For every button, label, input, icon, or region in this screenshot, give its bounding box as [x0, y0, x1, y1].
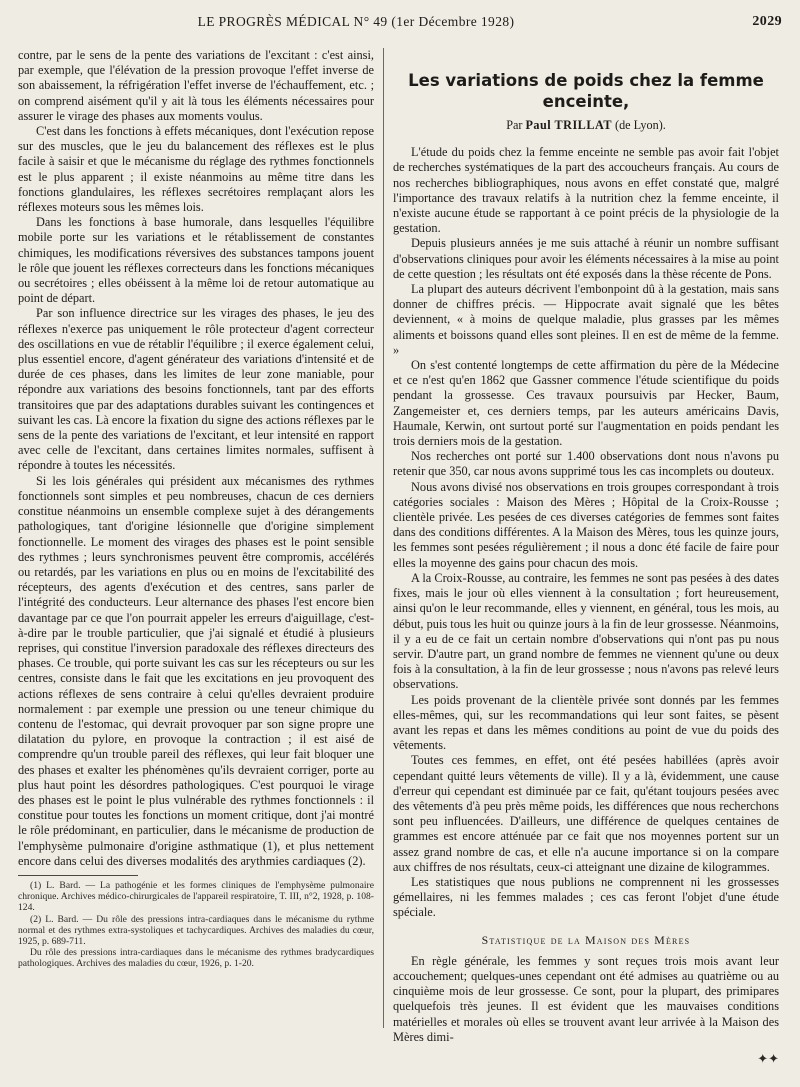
running-title: LE PROGRÈS MÉDICAL N° 49 (1er Décembre 1928): [197, 14, 515, 29]
right-paragraph: Depuis plusieurs années je me suis attaché à réunir un nombre suffisant d'observations cliniques pour avoir les éléments nécessaires à la mise au point de cette question ; les résultats ont été exposés dans la thèse récente de Pons.: [393, 236, 779, 281]
ornament-icon: ✦✦: [757, 1050, 779, 1066]
section-subheading: Statistique de la Maison des Mères: [481, 932, 691, 947]
right-paragraph: Toutes ces femmes, en effet, ont été pesées habillées (après avoir cependant quitté leurs vêtements de ville). Il y a là, évidemment, une cause d'erreur qui cependant est diminuée par ce fait, qu'étant toujours pesées avec des vêtements d'à peu près même poids, les différences que nous recherchons sont peu influencées. D'ailleurs, une différence de quelques centaines de grammes est encore atténuée par ce fait que nos moyennes portent sur un assez grand nombre de cas, et elle n'a aucune importance si on la compare aux chiffres de nos résultats, ceux-ci atteignant une dizaine de kilogrammes.: [393, 753, 779, 874]
left-paragraph: C'est dans les fonctions à effets mécaniques, dont l'exécution repose sur des muscles, que le jeu du balancement des réflexes est le plus facile à saisir et que le mécanisme du réglage des rythmes fonctionnels est le plus apparent ; il existe néanmoins au même titre dans les fonctions glandulaires, les réflexes secrétoires remplaçant alors les réflexes moteurs sous les mêmes lois.: [18, 124, 374, 215]
right-paragraph: Nous avons divisé nos observations en trois groupes correspondant à trois catégories sociales : Maison des Mères ; Hôpital de la Croix-Rousse ; clientèle privée. Les pesées de ces diverses catégories de femmes sont faites dans des conditions différentes. A la Maison des Mères, tous les quinze jours, les femmes sont pesées régulièrement ; il nous a donc été facile de faire pour elles la moyenne des gains pour chacun des mois.: [393, 479, 779, 570]
byline: [393, 118, 779, 133]
footnote: Du rôle des pressions intra-cardiaques dans le mécanisme des rythmes bradycardiques pathologiques. Archives des maladies du cœur, 1926, p. 1-20.: [18, 947, 374, 970]
author-name: Paul TRILLAT: [525, 118, 612, 132]
article-title-line: enceinte,: [542, 92, 630, 111]
right-paragraph: Nos recherches ont porté sur 1.400 observations dont nous n'avons pu retenir que 350, car nous avons supprimé tous les cas incomplets ou douteux.: [393, 449, 779, 479]
footnote: (2) L. Bard. — Du rôle des pressions intra-cardiaques dans le mécanisme du rythme normal et des rythmes extra-systoliques et tachycardiques. Archives des maladies du cœur, 1925, p. 689-711.: [18, 913, 374, 947]
left-paragraph: contre, par le sens de la pente des variations de l'excitant : c'est ainsi, par exemple, que l'élévation de la pression provoque l'effet inverse de son abaissement, la réfrigération l'effet inverse de l'échauffement, etc. ; on comprend aisément qu'il y ait là tous les éléments nécessaires pour assurer le virage des phases aux moments voulus.: [18, 48, 374, 123]
byline-prefix: Par: [506, 118, 523, 132]
left-paragraph: Si les lois générales qui président aux mécanismes des rythmes fonctionnels sont simples et peu nombreuses, chacun de ces derniers constitue néanmoins un ensemble complexe sujet à des dérangements pathologiques, tant d'origine lésionnelle que d'origine simplement fonctionnelle. Le moment des virages des phases est le point sensible des rythmes ; leurs synchronismes peuvent être compromis, accélérés ou retardés, par les variations en plus ou en moins de l'excitabilité des récepteurs, des agents d'exécution et des centres, sans parler de l'intégrité des conducteurs. Leur alternance des phases l'est encore bien davantage par ce que l'on pourrait appeler les erreurs d'aiguillage, c'est-à-dire par le trouble particulier, que j'ai signalé et étudié à plusieurs reprises, qui constitue l'inversion paradoxale des réflexes directeurs des phases. Ce trouble, qui porte suivant les cas sur les récepteurs ou sur les centres, consiste dans le fait que les excitations en jeu provoquent des actions réflexes de sens contraire à celui qu'elles devraient produire normalement : par exemple une pression ou une teneur chimique du contenu de l'estomac, qui devrait provoquer par son signe propre une dilatation du pylore, en provoque la contraction ; il est aisé de comprendre qu'un trouble pareil des réflexes, qui leur fait bloquer une des phases et exalter les phénomènes qu'ils devraient corriger, porte au plus haut point les désordres pathologiques. C'est pourquoi le virage des phases est le point le plus vulnérable des rythmes fonctionnels : il constitue pour toutes les fonctions un moment critique, dont j'ai montré le rôle prédominant, en particulier, dans le mécanisme de production de l'emphysème pulmonaire d'origine asthmatique (1), et plus nettement encore dans celui des diverses modalités des arythmies cardiaques (2).: [18, 473, 374, 868]
right-paragraph: L'étude du poids chez la femme enceinte ne semble pas avoir fait l'objet de recherches systématiques de la part des accoucheurs français. Au cours de nos recherches bibliographiques, nous avons en effet constaté que, malgré l'importance des travaux relatifs à la nutrition chez la femme enceinte, il n'existe aucune étude se rapportant à ce point précis de la physiologie de la gestation.: [393, 145, 779, 236]
right-paragraph: La plupart des auteurs décrivent l'embonpoint dû à la gestation, mais sans donner de chiffres précis. — Hippocrate avait signalé que les bêtes deviennent, « à moins de quelque maladie, plus grasses par les mêmes aliments et boissons quand elles sont pleines. Il en est de même de la femme. »: [393, 282, 779, 357]
footnote: (1) L. Bard. — La pathogénie et les formes cliniques de l'emphysème pulmonaire chronique. Archives médico-chirurgicales de l'appareil respiratoire, T. III, n°2, 1928, p. 108-124.: [18, 879, 374, 914]
left-paragraph: Dans les fonctions à base humorale, dans lesquelles l'équilibre mobile porte sur les variations et le rétablissement de constantes chimiques, les modifications réversives des substances tampons jouent le rôle que jouent les réflexes correcteurs dans les fonctions mécaniques ou secrétoires ; elles obéissent à la même loi de retour automatique au point de départ.: [18, 215, 374, 306]
right-paragraph: On s'est contenté longtemps de cette affirmation du père de la Médecine et ce n'est qu'en 1862 que Gassner commence l'étude scientifique du poids pendant la grossesse. Ces travaux poursuivis par Hecker, Baum, Zangemeister et, ces derniers temps, par les auteurs américains Davis, Haumale, Kerwin, ont surtout porté sur l'augmentation en poids pendant les trois derniers mois de la gestation.: [393, 358, 779, 449]
right-paragraph: Les poids provenant de la clientèle privée sont donnés par les femmes elles-mêmes, qui, sur les recommandations qui leur sont faites, se pèsent avant les repas et dans les mêmes conditions au point de vue du poids des vêtements.: [393, 692, 779, 753]
right-column: [393, 70, 779, 1066]
byline-suffix: (de Lyon).: [615, 118, 666, 132]
footnotes: [18, 880, 374, 970]
left-column: [18, 48, 374, 970]
article-title: [393, 70, 779, 112]
page-number: 2029: [752, 14, 782, 29]
right-paragraph: A la Croix-Rousse, au contraire, les femmes ne sont pas pesées à des dates fixes, mais le jour où elles viennent à la consultation ; fort heureusement, ainsi qu'on le leur recommande, elles y viennent, en général, tous les mois, au début, puis tous les huit ou quinze jours à la fin de leur grossesse. Néanmoins, il y a eu de ce fait un certain nombre d'observations qui n'ont pas pu nous servir. D'autre part, un grand nombre de femmes ne viennent qu'une ou deux fois à la consultation, à la fin de leur grossesse ; nous n'avons pas relevé leurs observations.: [393, 570, 779, 692]
footnote-rule: [18, 875, 138, 876]
left-paragraph: Par son influence directrice sur les virages des phases, le jeu des réflexes n'exerce pas uniquement le rôle protecteur d'agent correcteur des oscillations en vue de rétablir l'équilibre ; il exerce également celui, plus essentiel encore, d'agent générateur des variations d'intensité et de durée de ces phases, dans les limites de leur zone maniable, pour répondre aux variations des besoins fonctionnels, tant par des efforts transitoires que par des adaptations durables suivant les contingences et suivant les cas. Là encore la fixation du signe des actions réflexes par le sens de la pente des variations de l'excitant, et leur intensité en rapport avec celle de l'excitant, dans certaines limites normales, suffisent à répondre à toutes les nécessités.: [18, 306, 374, 473]
running-header: [20, 14, 782, 36]
right-paragraph: Les statistiques que nous publions ne comprennent ni les grossesses gémellaires, ni les femmes malades ; ces cas feront l'objet d'une étude spéciale.: [393, 874, 779, 920]
article-title-line: Les variations de poids chez la femme: [408, 71, 764, 90]
right-paragraph: En règle générale, les femmes y sont reçues trois mois avant leur accouchement; quelques-unes cependant ont été admises au quatrième ou au cinquième mois de leur grossesse. Ce sont, pour la plupart, des primipares quelquefois très jeunes. Il est évident que les mauvaises conditions matérielles et morales où elles se trouvent avant leur arrivée à la Maison des Mères dimi-: [393, 953, 779, 1044]
column-divider: [383, 48, 384, 1028]
